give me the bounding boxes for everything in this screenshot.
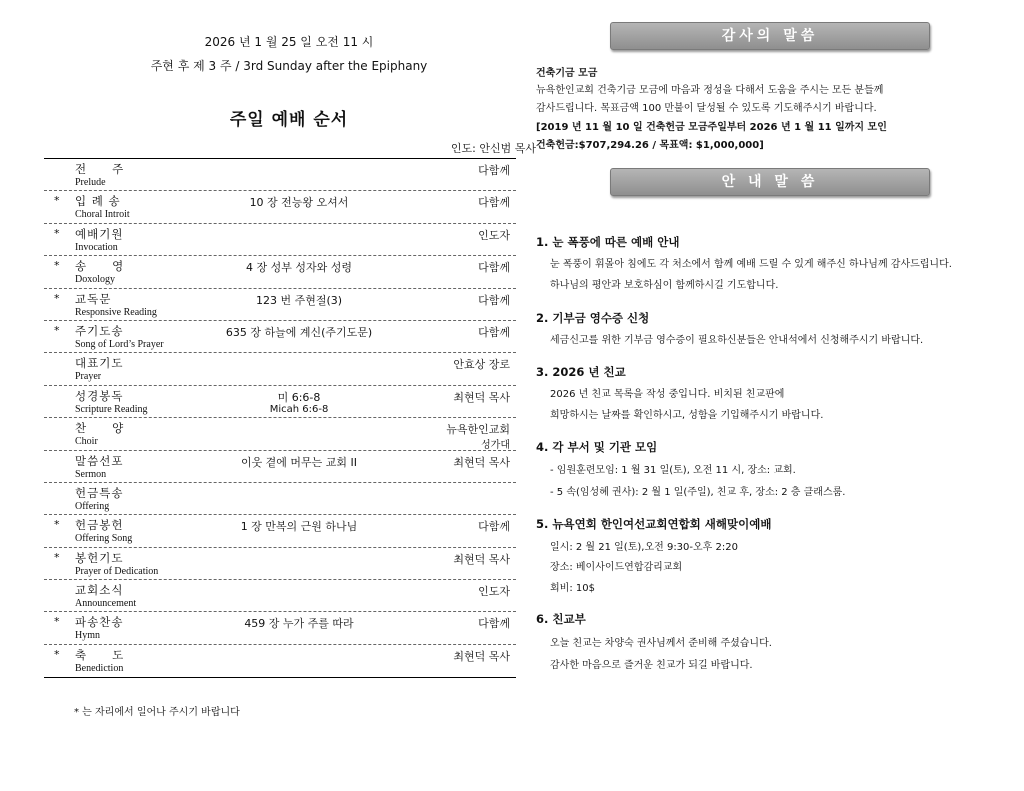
standing-mark: * (54, 226, 60, 240)
order-item-leader: 안효상 장로 (453, 358, 510, 372)
notice-line: 오늘 친교는 차양숙 권사님께서 준비해 주셨습니다. (550, 638, 772, 649)
order-item-leader: 다함께 (478, 325, 510, 339)
order-item-leader: 최현덕 목사 (453, 390, 510, 404)
order-item-detail: 이웃 곁에 머무는 교회 II (240, 455, 358, 469)
order-item-leader: 다함께 (478, 196, 510, 210)
order-item-english: Offering (75, 500, 110, 512)
notice-banner: 안 내 말 씀 (610, 168, 930, 196)
order-item-english: Song of Lord’s Prayer (75, 338, 164, 350)
order-item-leader: 최현덕 목사 (453, 455, 510, 469)
order-item-leader: 다함께 (478, 261, 510, 275)
notice-line: 장소: 베이사이드연합감리교회 (550, 562, 683, 573)
fund-total: 건축헌금:$707,294.26 / 목표액: $1,000,000] (536, 140, 764, 151)
notice-title: 6. 친교부 (536, 612, 586, 626)
order-item-leader: 다함께 (478, 164, 510, 177)
order-item-korean: 교회소식 (75, 583, 124, 598)
notice-line: 세금신고를 위한 기부금 영수증이 필요하신분들은 안내석에서 신청해주시기 바랍니다. (550, 335, 924, 346)
fund-line: 감사드립니다. 목표금액 100 만불이 달성될 수 있도록 기도해주시기 바랍니다. (536, 103, 877, 114)
order-item-detail: 4 장 성부 성자와 성령 (246, 261, 352, 275)
order-item-korean: 주기도송 (75, 323, 124, 338)
order-item-korean: 예배기원 (75, 226, 124, 241)
notice-line: 희망하시는 날짜를 확인하시고, 성함을 기입해주시기 바랍니다. (550, 410, 824, 421)
order-item-leader: 인도자 (478, 585, 510, 599)
notice-line: 일시: 2 월 21 일(토),오전 9:30-오후 2:20 (550, 542, 738, 553)
service-leader: 인도: 안신범 목사 (450, 142, 536, 155)
order-row (44, 224, 516, 256)
order-item-korean: 파송찬송 (75, 615, 124, 630)
standing-note: * 는 자리에서 일어나 주시기 바랍니다 (74, 707, 240, 718)
order-item-korean: 봉헌기도 (75, 550, 124, 565)
order-row (44, 515, 516, 547)
order-row (44, 418, 516, 450)
order-item-korean: 헌금특송 (75, 485, 124, 500)
order-item-korean: 말씀선포 (75, 453, 124, 468)
order-item-english: Invocation (75, 241, 118, 253)
order-item-english: Prelude (75, 177, 106, 188)
order-row (44, 580, 516, 612)
page-title: 주일 예배 순서 (229, 110, 349, 130)
order-item-leader: 다함께 (478, 617, 510, 631)
order-item-english: Responsive Reading (75, 306, 157, 318)
standing-mark: * (54, 518, 60, 532)
order-item-detail: 미 6:6-8 (277, 390, 321, 404)
order-item-english: Offering Song (75, 533, 133, 545)
order-item-detail: 635 장 하늘에 계신(주기도문) (225, 325, 373, 339)
notice-title: 1. 눈 폭풍에 따른 예배 안내 (536, 235, 680, 249)
order-item-detail-en: Micah 6:6-8 (269, 403, 329, 415)
notice-title: 2. 기부금 영수증 신청 (536, 311, 650, 325)
order-item-leader: 다함께 (478, 293, 510, 307)
standing-mark: * (54, 647, 60, 661)
notice-line: 회비: 10$ (550, 583, 595, 594)
order-item-english: Hymn (75, 630, 100, 642)
standing-mark: * (54, 550, 60, 564)
order-row (44, 548, 516, 580)
order-item-korean: 전 주 (75, 162, 125, 176)
standing-mark: * (54, 194, 60, 208)
worship-order-table (44, 158, 516, 678)
standing-mark: * (54, 259, 60, 273)
order-row (44, 321, 516, 353)
thanks-banner: 감사의 말씀 (610, 22, 930, 50)
order-item-leader: 뉴욕한인교회 (446, 423, 510, 437)
standing-mark: * (54, 291, 60, 305)
order-item-korean: 헌금봉헌 (75, 518, 124, 533)
order-row (44, 483, 516, 515)
order-item-leader-line2: 성가대 (481, 440, 510, 452)
order-item-english: Doxology (75, 274, 115, 286)
notice-title: 5. 뉴욕연회 한인여선교회연합회 새해맞이예배 (536, 517, 772, 531)
order-item-english: Prayer (75, 371, 102, 383)
standing-mark: * (54, 323, 60, 337)
order-row (44, 191, 516, 223)
notice-line: - 5 속(임성혜 권사): 2 월 1 일(주일), 친교 후, 장소: 2 층 클래스룸. (550, 487, 846, 498)
order-item-english: Benediction (75, 662, 124, 674)
order-item-detail: 10 장 전능왕 오셔서 (249, 196, 349, 210)
order-row (44, 386, 516, 418)
order-item-korean: 입 례 송 (75, 194, 121, 209)
order-row (44, 159, 516, 191)
notice-line: 감사한 마음으로 즐거운 친교가 되길 바랍니다. (550, 660, 753, 671)
order-row (44, 612, 516, 644)
order-item-english: Prayer of Dedication (75, 565, 159, 577)
order-row (44, 289, 516, 321)
order-item-detail: 123 번 주현절(3) (255, 293, 343, 307)
order-item-leader: 최현덕 목사 (453, 649, 510, 663)
order-item-english: Choir (75, 436, 98, 448)
order-item-korean: 축 도 (75, 647, 125, 662)
fund-heading: 건축기금 모금 (536, 68, 598, 79)
order-row (44, 256, 516, 288)
order-item-korean: 찬 양 (75, 421, 125, 436)
order-item-korean: 성경봉독 (75, 388, 124, 403)
order-item-leader: 최현덕 목사 (453, 552, 510, 566)
order-row (44, 645, 516, 677)
order-item-detail: 1 장 만복의 근원 하나님 (240, 520, 358, 534)
order-item-leader: 인도자 (478, 228, 510, 242)
standing-mark: * (54, 615, 60, 629)
liturgical-sunday: 주현 후 제 3 주 / 3rd Sunday after the Epiphany (150, 59, 428, 73)
order-item-english: Scripture Reading (75, 403, 148, 415)
service-date: 2026 년 1 월 25 일 오전 11 시 (204, 35, 374, 49)
order-item-korean: 송 영 (75, 259, 125, 274)
order-item-english: Sermon (75, 468, 107, 480)
notice-line: 눈 폭풍이 휘몰아 침에도 각 처소에서 함께 예배 드릴 수 있게 해주신 하나님께 감사드립니다. (550, 259, 952, 270)
notice-title: 3. 2026 년 친교 (536, 365, 626, 379)
order-row (44, 451, 516, 483)
notice-title: 4. 각 부서 및 기관 모임 (536, 440, 658, 454)
order-row (44, 353, 516, 385)
fund-line: 뉴욕한인교회 건축기금 모금에 마음과 정성을 다해서 도움을 주시는 모든 분들께 (536, 85, 884, 96)
fund-period: [2019 년 11 월 10 일 건축헌금 모금주일부터 2026 년 1 월 11 일까지 모인 (536, 122, 887, 133)
order-item-english: Announcement (75, 598, 137, 610)
order-item-detail: 459 장 누가 주를 따라 (244, 617, 354, 631)
notice-line: 2026 년 친교 목록을 작성 중입니다. 비치된 친교판에 (550, 389, 785, 400)
order-item-leader: 다함께 (478, 520, 510, 534)
notice-line: - 임원훈련모임: 1 월 31 일(토), 오전 11 시, 장소: 교회. (550, 465, 796, 476)
notice-line: 하나님의 평안과 보호하심이 함께하시길 기도합니다. (550, 280, 779, 291)
order-item-korean: 교독문 (75, 291, 112, 306)
order-item-korean: 대표기도 (75, 356, 124, 371)
order-item-english: Choral Introit (75, 209, 130, 221)
